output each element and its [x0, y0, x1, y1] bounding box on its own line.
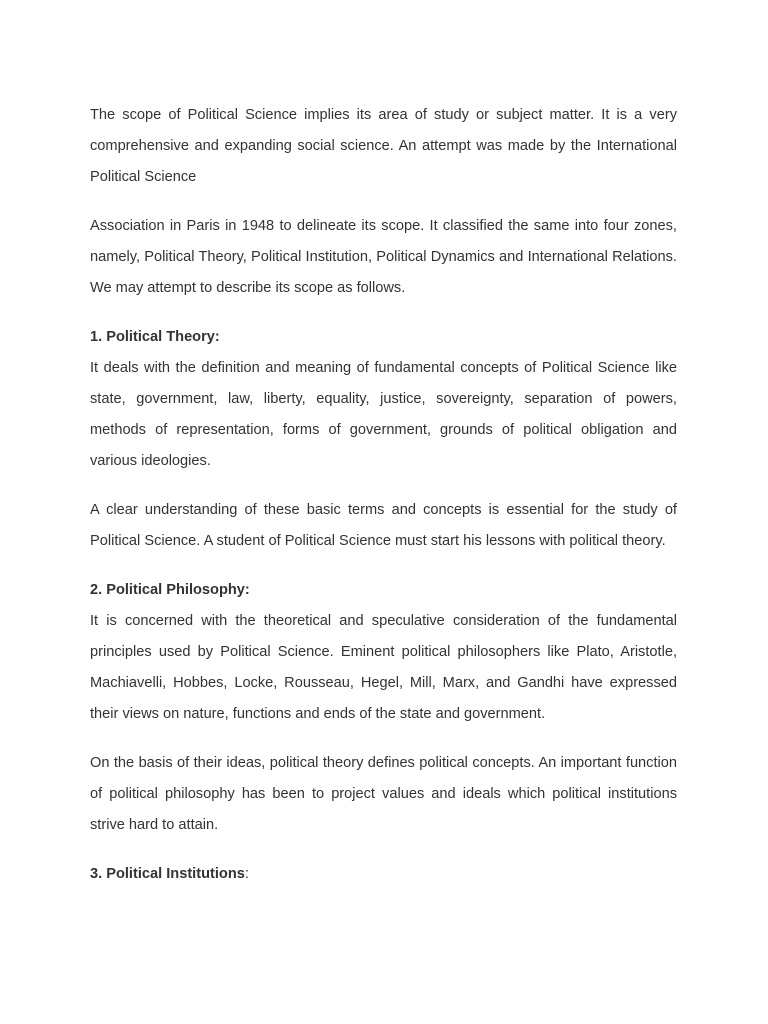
- section-2-paragraph-1: It is concerned with the theoretical and speculative consideration of the fundamental principles used by Political Science. Eminent political philosophers like Plato, Aristotle, Machiavelli, Hobbes, Locke, Rousseau, Hegel, Mill, Marx, and Gandhi have expressed their views on nature, functions and ends of the state and government.: [90, 613, 677, 722]
- section-3-heading: 3. Political Institutions: [90, 866, 245, 882]
- document-page: [90, 100, 677, 890]
- section-3-heading-line: [90, 859, 677, 890]
- section-2-heading: 2. Political Philosophy:: [90, 582, 250, 598]
- section-1-paragraph-2: A clear understanding of these basic terms and concepts is essential for the study of Political Science. A student of Political Science must start his lessons with political theory.: [90, 502, 677, 549]
- section-1-paragraph-1: It deals with the definition and meaning of fundamental concepts of Political Science like state, government, law, liberty, equality, justice, sovereignty, separation of powers, methods of representation, forms of government, grounds of political obligation and various ideologies.: [90, 360, 677, 469]
- intro-paragraph-1: The scope of Political Science implies its area of study or subject matter. It is a very comprehensive and expanding social science. An attempt was made by the International Political Science: [90, 107, 677, 185]
- section-3-heading-colon: :: [244, 866, 249, 882]
- section-1-heading: 1. Political Theory:: [90, 329, 220, 345]
- intro-paragraph-2: Association in Paris in 1948 to delineate its scope. It classified the same into four zones, namely, Political Theory, Political Institution, Political Dynamics and International Relations. We may attempt to describe its scope as follows.: [90, 218, 677, 296]
- section-2-paragraph-2: On the basis of their ideas, political theory defines political concepts. An important function of political philosophy has been to project values and ideals which political institutions strive hard to attain.: [90, 755, 677, 833]
